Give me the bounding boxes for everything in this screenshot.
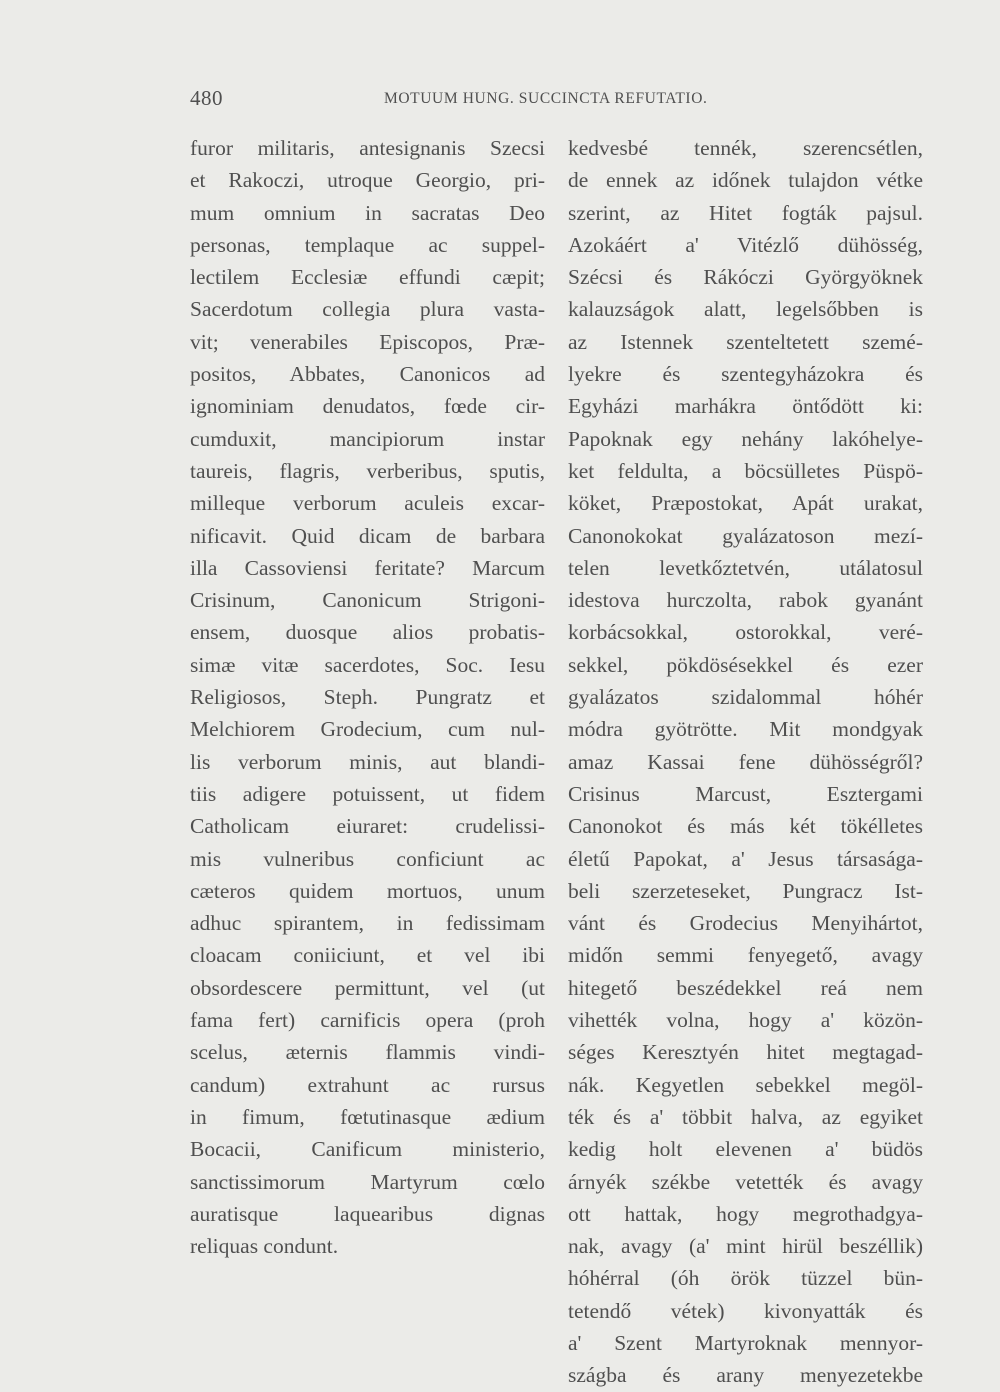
latin-text-line: cloacam coniiciunt, et vel ibi: [190, 943, 545, 968]
hungarian-text-line: ket feldulta, a böcsülletes Püspö-: [568, 458, 923, 483]
hungarian-text-line: szerint, az Hitet fogták pajsul.: [568, 200, 923, 225]
hungarian-text-line: Azokáért a' Vitézlő dühösség,: [568, 232, 923, 257]
latin-text-line: reliquas condunt.: [190, 1234, 339, 1259]
latin-text-line: mum omnium in sacratas Deo: [190, 200, 545, 225]
hungarian-text-line: amaz Kassai fene dühösségről?: [568, 749, 923, 774]
latin-text-line: positos, Abbates, Canonicos ad: [190, 362, 545, 387]
latin-text-line: Religiosos, Steph. Pungratz et: [190, 685, 545, 710]
latin-text-line: Melchiorem Grodecium, cum nul-: [190, 717, 545, 742]
running-title: MOTUUM HUNG. SUCCINCTA REFUTATIO.: [384, 90, 708, 107]
latin-text-line: tiis adigere potuissent, ut fidem: [190, 781, 545, 806]
hungarian-text-line: módra gyötrötte. Mit mondgyak: [568, 717, 923, 742]
hungarian-text-line: midőn semmi fenyegető, avagy: [568, 943, 923, 968]
hungarian-text-column: [568, 132, 923, 1392]
hungarian-text-line: vihették volna, hogy a' közön-: [568, 1008, 923, 1033]
hungarian-text-line: az Istennek szenteltetett szemé-: [568, 329, 923, 354]
latin-text-line: auratisque laquearibus dignas: [190, 1201, 545, 1226]
latin-text-line: sanctissimorum Martyrum cœlo: [190, 1169, 545, 1194]
hungarian-text-line: idestova hurczolta, rabok gyanánt: [568, 588, 923, 613]
hungarian-text-line: kalauzságok alatt, legelsőbben is: [568, 297, 923, 322]
latin-text-line: mis vulneribus conficiunt ac: [190, 846, 545, 871]
latin-text-line: simæ vitæ sacerdotes, Soc. Iesu: [190, 652, 545, 677]
latin-text-line: lis verborum minis, aut blandi-: [190, 749, 545, 774]
hungarian-text-line: vánt és Grodecius Menyihártot,: [568, 911, 923, 936]
latin-text-line: adhuc spirantem, in fedissimam: [190, 911, 545, 936]
hungarian-text-line: nák. Kegyetlen sebekkel megöl-: [568, 1072, 923, 1097]
hungarian-text-line: szágba és arany menyezetekbe: [568, 1363, 923, 1388]
hungarian-text-line: hóhérral (óh örök tüzzel bün-: [568, 1266, 923, 1291]
hungarian-text-line: ték és a' többit halva, az egyiket: [568, 1104, 923, 1129]
hungarian-text-line: korbácsokkal, ostorokkal, veré-: [568, 620, 923, 645]
hungarian-text-line: de ennek az időnek tulajdon vétke: [568, 168, 923, 193]
hungarian-text-line: életű Papokat, a' Jesus társasága-: [568, 846, 923, 871]
hungarian-text-line: ott hattak, hogy megrothadgya-: [568, 1201, 923, 1226]
hungarian-text-line: lyekre és szentegyházokra és: [568, 362, 923, 387]
latin-text-line: et Rakoczi, utroque Georgio, pri-: [190, 168, 545, 193]
hungarian-text-line: sekkel, pökdösésekkel és ezer: [568, 652, 923, 677]
latin-text-line: nificavit. Quid dicam de barbara: [190, 523, 545, 548]
hungarian-text-line: Papoknak egy nehány lakóhelye-: [568, 426, 923, 451]
page-number: 480: [190, 86, 223, 110]
hungarian-text-line: tetendő vétek) kivonyatták és: [568, 1298, 923, 1323]
latin-text-line: scelus, æternis flammis vindi-: [190, 1040, 545, 1065]
latin-text-line: in fimum, fœtutinasque ædium: [190, 1104, 545, 1129]
hungarian-text-line: hitegető beszédekkel reá nem: [568, 975, 923, 1000]
hungarian-text-line: árnyék székbe vetették és avagy: [568, 1169, 923, 1194]
hungarian-text-line: Szécsi és Rákóczi Györgyöknek: [568, 265, 923, 290]
latin-text-line: fama fert) carnificis opera (proh: [190, 1008, 545, 1033]
latin-text-line: Catholicam eiuraret: crudelissi-: [190, 814, 545, 839]
hungarian-text-line: a' Szent Martyroknak mennyor-: [568, 1330, 923, 1355]
latin-text-line: furor militaris, antesignanis Szecsi: [190, 136, 545, 160]
hungarian-text-line: Canonokot és más két tökélletes: [568, 814, 923, 839]
latin-text-line: lectilem Ecclesiæ effundi cæpit;: [190, 265, 545, 290]
latin-text-line: Bocacii, Canificum ministerio,: [190, 1137, 545, 1162]
latin-text-line: cæteros quidem mortuos, unum: [190, 878, 545, 903]
hungarian-text-line: gyalázatos szidalommal hóhér: [568, 685, 923, 710]
latin-text-line: personas, templaque ac suppel-: [190, 232, 545, 257]
latin-text-line: vit; venerabiles Episcopos, Præ-: [190, 329, 545, 354]
latin-text-line: taureis, flagris, verberibus, sputis,: [190, 458, 545, 483]
hungarian-text-line: kedvesbé tennék, szerencsétlen,: [568, 136, 923, 160]
latin-text-column: [190, 132, 545, 1262]
hungarian-text-line: Canonokokat gyalázatoson mezí-: [568, 523, 923, 548]
latin-text-line: ensem, duosque alios probatis-: [190, 620, 545, 645]
latin-text-line: illa Cassoviensi feritate? Marcum: [190, 555, 545, 580]
latin-text-line: Sacerdotum collegia plura vasta-: [190, 297, 545, 322]
hungarian-text-line: Crisinus Marcust, Esztergami: [568, 781, 923, 806]
hungarian-text-line: köket, Præpostokat, Apát urakat,: [568, 491, 923, 516]
latin-text-line: Crisinum, Canonicum Strigoni-: [190, 588, 545, 613]
hungarian-text-line: beli szerzeteseket, Pungracz Ist-: [568, 878, 923, 903]
hungarian-text-line: nak, avagy (a' mint hirül beszéllik): [568, 1234, 923, 1259]
hungarian-text-line: kedig holt elevenen a' büdös: [568, 1137, 923, 1162]
latin-text-line: cumduxit, mancipiorum instar: [190, 426, 545, 451]
hungarian-text-line: Egyházi marhákra öntődött ki:: [568, 394, 923, 419]
latin-text-line: obsordescere permittunt, vel (ut: [190, 975, 545, 1000]
latin-text-line: candum) extrahunt ac rursus: [190, 1072, 545, 1097]
hungarian-text-line: séges Keresztyén hitet megtagad-: [568, 1040, 923, 1065]
latin-text-line: ignominiam denudatos, fœde cir-: [190, 394, 545, 419]
latin-text-line: milleque verborum aculeis excar-: [190, 491, 545, 516]
hungarian-text-line: telen levetkőztetvén, utálatosul: [568, 555, 923, 580]
